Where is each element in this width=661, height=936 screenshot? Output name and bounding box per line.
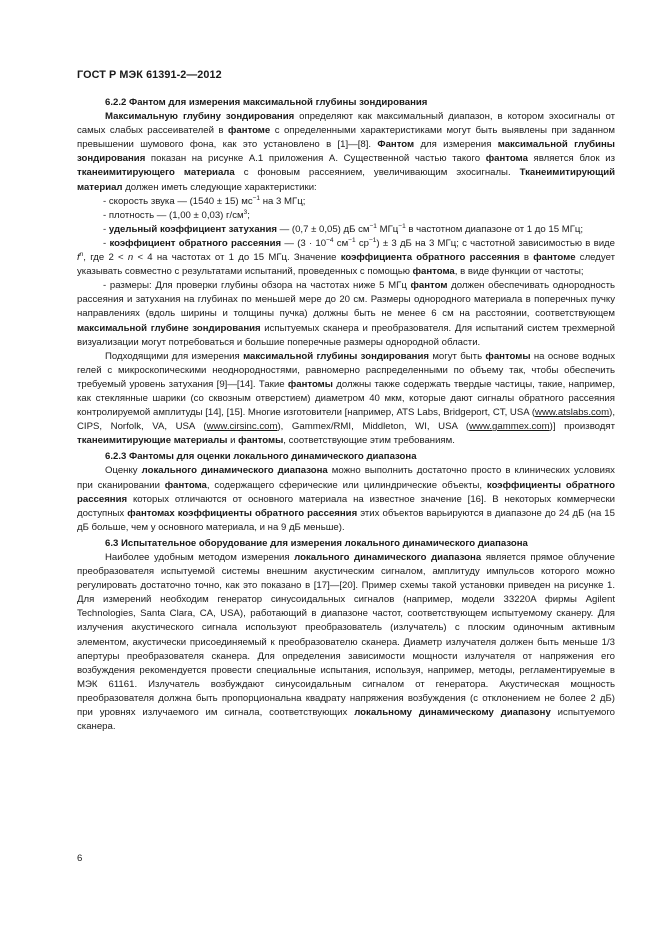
text-run: с фоновым рассеянием, увеличивающим эхосигналы. [234, 167, 520, 179]
text-run: Тканеимитирующий материал [77, 167, 615, 193]
text-run: 3 [243, 208, 248, 216]
text-run: которых отличаются от основного материала на известное значение [16]. В некоторых коммерчески доступных [77, 493, 615, 519]
text-run: - размеры: Для проверки глубины обзора на частотах ниже 5 МГц [103, 280, 411, 292]
text-run: с определенными характеристиками могут быть выявлены при заданном превышении шумового фона, как это установлено в [1]—[8]. [77, 125, 615, 151]
text-run: ) ± 3 дБ на 3 МГц; с частотной зависимостью в виде [376, 237, 615, 249]
text-run: −1 [398, 222, 406, 230]
url-link[interactable]: www.gammex.com [469, 421, 550, 433]
text-run: ср [355, 237, 369, 249]
text-run: ), CIPS, Norfolk, VA, USA ( [77, 407, 615, 433]
text-run: , в виде функции от частоты; [454, 266, 584, 278]
text-run: удельный коэффициент затухания [108, 223, 277, 235]
text-run: на 3 МГц; [260, 195, 306, 207]
list-item-dimensions [77, 279, 615, 349]
url-link[interactable]: www.cirsinc.com [206, 421, 278, 433]
text-run: - [103, 237, 110, 249]
text-run: должен обеспечивать однородность рассеяния и затухания на глубинах по меньшей мере до 20 см. Размеры однородного материала в поперечных пучку направлениях (вдоль ширины и толщины пучка) должны быть не менее 6 см на расстоянии, соответствующем [77, 280, 615, 320]
text-run: фантом [410, 280, 448, 292]
text-run: фантомы [485, 350, 531, 362]
text-run: −1 [368, 236, 377, 244]
document-body [77, 96, 615, 734]
page-number: 6 [77, 853, 83, 864]
text-run: следует указывать совместно с результатами испытаний, проведенных с помощью [77, 252, 615, 278]
text-run: этих объектов варьируются в диапазоне до 24 дБ (на 15 дБ больше, чем у основного материала, и на 9 дБ меньше). [77, 507, 615, 533]
text-run: является блок из [527, 153, 615, 165]
text-run: Наиболее удобным методом измерения [105, 552, 295, 563]
text-run: Фантом [377, 139, 415, 151]
text-run: ), Gammex/RMI, Middleton, WI, USA ( [277, 421, 470, 433]
text-run: см [333, 237, 349, 249]
text-run: −1 [348, 236, 356, 244]
text-run: в частотном диапазоне от 1 до 15 МГц; [405, 223, 584, 235]
text-run: фантоме [533, 252, 576, 264]
text-run: испытуемых сканера и преобразователя. Для испытаний систем трехмерной визуализации могут потребоваться и большие поперечные размеры однородной области. [77, 322, 615, 348]
text-run: могут быть [428, 350, 486, 362]
text-run: )] производят [549, 421, 615, 433]
text-run: тканеимитирующие материалы [77, 435, 228, 447]
text-run: n [127, 252, 134, 264]
text-run: максимальной глубины зондирования [77, 139, 615, 165]
section-heading-6-3: 6.3 Испытательное оборудование для измерения локального динамического диапазона [105, 537, 528, 549]
text-run: должны также содержать твердые частицы, такие, например, как стеклянные шарики (со сквозным отверстием) диаметром 40 мкм, которые дают сигналы обратного рассеяния контролируемой амплитуды [14], [15]. Многие изготовители [например, ATS Labs, Bridgeport, CT, USA ( [77, 378, 615, 419]
text-run: локального динамического диапазона [294, 552, 482, 563]
text-run: максимальной глубине зондирования [77, 322, 261, 334]
text-run: фантомы [287, 378, 333, 390]
text-run: на основе водных гелей с микроскопическими неоднородностями, равномерно распределенными по объему так, чтобы обеспечить требуемый уровень затухания [9]—[14]. Такие [77, 350, 615, 390]
text-run: тканеимитирующего материала [77, 167, 235, 179]
text-run: −1 [369, 222, 377, 230]
text-run: показан на рисунке А.1 приложения А. Существенной частью такого [145, 153, 486, 165]
text-run: n [79, 251, 84, 259]
text-run: для измерения [414, 139, 498, 151]
list-item-sound-speed [77, 195, 615, 209]
section-heading-6-2-2: 6.2.2 Фантом для измерения максимальной глубины зондирования [105, 97, 428, 108]
text-run: фантоме [227, 125, 271, 137]
text-run: и [227, 435, 239, 447]
text-run: — (0,7 ± 0,05) дБ см [276, 223, 370, 235]
text-run: - скорость звука — (1540 ± 15) мс [103, 195, 253, 207]
text-run: ; [247, 209, 250, 221]
list-item-attenuation [77, 223, 615, 237]
section-heading-6-2-3: 6.2.3 Фантомы для оценки локального динамического диапазона [105, 451, 417, 463]
text-run: локальному динамическому диапазону [354, 707, 551, 719]
text-run: , содержащего сферические или цилиндрические объекты, [206, 479, 487, 491]
text-run: −1 [252, 194, 261, 202]
url-link[interactable]: www.atslabs.com [535, 407, 610, 419]
text-run: f [77, 252, 80, 264]
text-run: фантома [164, 479, 207, 491]
text-run: коэффициента обратного рассеяния [340, 252, 520, 264]
text-run: фантомы [238, 435, 284, 447]
text-run: в [519, 252, 534, 264]
text-run: , где 2 < [83, 252, 128, 264]
text-run: является прямое облучение преобразователя испытуемой системы внешним акустическим сигналом, амплитуду импульсов которого можно регулировать достаточно точно, как это показано в [17]—[20]. Пример схемы такой установки приведен на рисунке 1. Для измерений необходим генератор синусоидальных сигналов (например, модели 33220A фирмы Agilent Technologies, Santa Clara, CA, USA), работающий в диапазоне частот, соответствующем испытуемому сканеру. Для излучения акустического сигнала используют преобразователь (излучатель) с плоским одиночным активным элементом, акустически присоединяемый к преобразователю сканера. Диаметр излучателя должен быть меньше 1/3 апертуры преобразователя сканера. Для определения зависимости мощности излучателя от напряжения его возбуждения рекомендуется провести специальные испытания, используя, например, методы, регламентируемые в МЭК 61161. Излучатель возбуждают синусоидальным сигналом от генератора. Акустическая мощность преобразователя должна быть пропорциональна квадрату напряжения возбуждения (с отклонением не более 2 дБ) при уровнях излучаемого им сигнала, соответствующих [77, 552, 615, 719]
text-run: −4 [326, 236, 334, 244]
document-header: ГОСТ Р МЭК 61391-2—2012 [77, 69, 222, 81]
paragraph [77, 110, 615, 195]
text-run: максимальной глубины зондирования [243, 350, 429, 362]
text-run: < 4 на частотах от 1 до 15 МГц. Значение [133, 252, 341, 264]
text-run: фантомах коэффициенты обратного рассеяния [127, 507, 358, 519]
list-item-density [77, 209, 615, 223]
text-run: Максимальную глубину зондирования [105, 111, 295, 123]
text-run: должен иметь следующие характеристики: [122, 181, 317, 193]
list-item-backscatter [77, 237, 615, 279]
paragraph [77, 551, 615, 734]
text-run: Оценку [105, 465, 142, 477]
text-run: , соответствующие этим требованиям. [283, 435, 455, 447]
text-run: фантома [412, 266, 455, 278]
text-run: - плотность — (1,00 ± 0,03) г/см [103, 209, 244, 221]
text-run: фантома [485, 153, 528, 165]
text-run: — (3 · 10 [281, 237, 327, 249]
text-run: локального динамического диапазона [141, 465, 328, 477]
text-run: МГц [376, 223, 399, 235]
paragraph [77, 464, 615, 534]
text-run: - [103, 223, 109, 235]
paragraph [77, 350, 615, 449]
text-run: определяют как максимальный диапазон, в котором эхосигналы от самых слабых рассеивателей в [77, 111, 615, 137]
text-run: коэффициент обратного рассеяния [109, 237, 282, 249]
text-run: коэффициенты обратного рассеяния [77, 479, 615, 505]
text-run: Подходящими для измерения [105, 350, 244, 362]
text-run: можно выполнить достаточно просто в клинических условиях при сканировании [77, 465, 615, 491]
text-run: испытуемого сканера. [77, 707, 616, 733]
